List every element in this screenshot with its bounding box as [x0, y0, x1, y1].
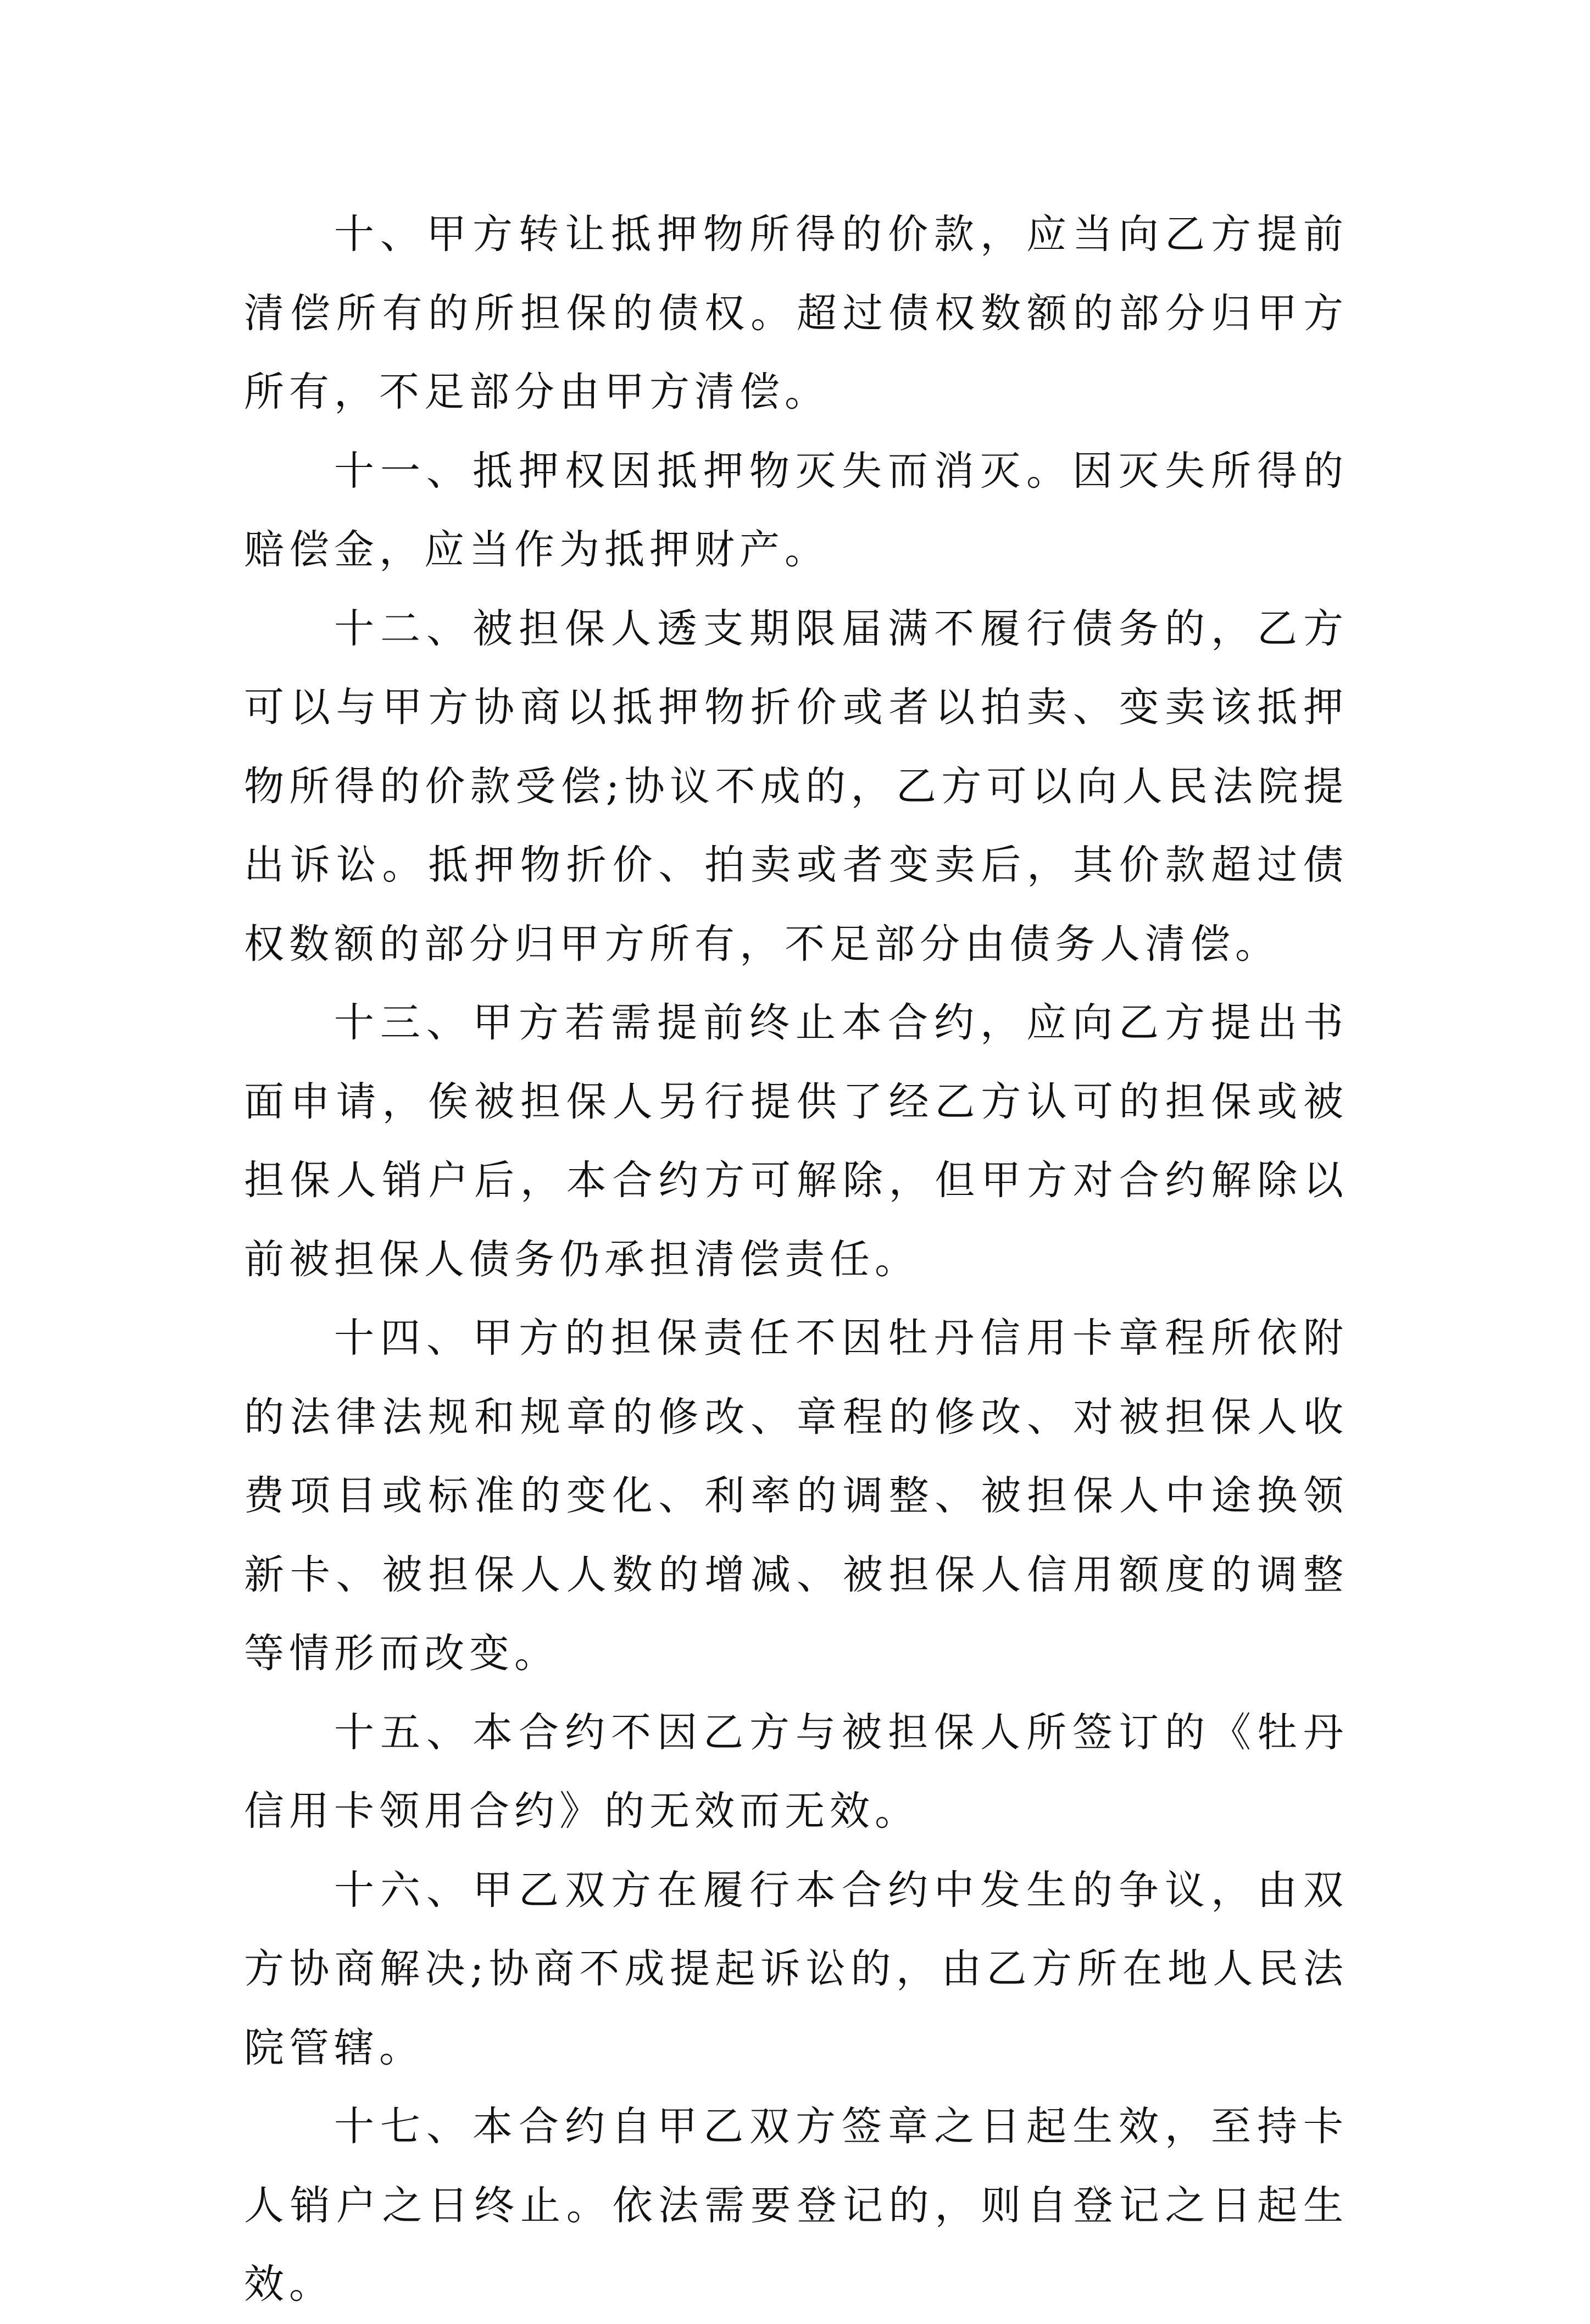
clause-13: 十三、甲方若需提前终止本合约，应向乙方提出书面申请，俟被担保人另行提供了经乙方认可的担保或被担保人销户后，本合约方可解除，但甲方对合约解除以前被担保人债务仍承担清偿责任。: [244, 999, 1348, 1283]
clause-15: 十五、本合约不因乙方与被担保人所签订的《牡丹信用卡领用合约》的无效而无效。: [244, 1709, 1348, 1834]
clause-10: 十、甲方转让抵押物所得的价款，应当向乙方提前清偿所有的所担保的债权。超过债权数额的部分归甲方所有，不足部分由甲方清偿。: [244, 211, 1348, 415]
clause-17: 十七、本合约自甲乙双方签章之日起生效，至持卡人销户之日终止。依法需要登记的，则自登记之日起生效。: [244, 2103, 1348, 2308]
clause-12: 十二、被担保人透支期限届满不履行债务的，乙方可以与甲方协商以抵押物折价或者以拍卖、变卖该抵押物所得的价款受偿;协议不成的，乙方可以向人民法院提出诉讼。抵押物折价、拍卖或者变卖后，其价款超过债权数额的部分归甲方所有，不足部分由债务人清偿。: [244, 605, 1348, 968]
clause-11: 十一、抵押权因抵押物灭失而消灭。因灭失所得的赔偿金，应当作为抵押财产。: [244, 447, 1348, 573]
clause-14: 十四、甲方的担保责任不因牡丹信用卡章程所依附的法律法规和规章的修改、章程的修改、对被担保人收费项目或标准的变化、利率的调整、被担保人中途换领新卡、被担保人人数的增减、被担保人信用额度的调整等情形而改变。: [244, 1315, 1348, 1677]
contract-body: [244, 195, 1348, 2324]
clause-16: 十六、甲乙双方在履行本合约中发生的争议，由双方协商解决;协商不成提起诉讼的，由乙方所在地人民法院管辖。: [244, 1866, 1348, 2071]
